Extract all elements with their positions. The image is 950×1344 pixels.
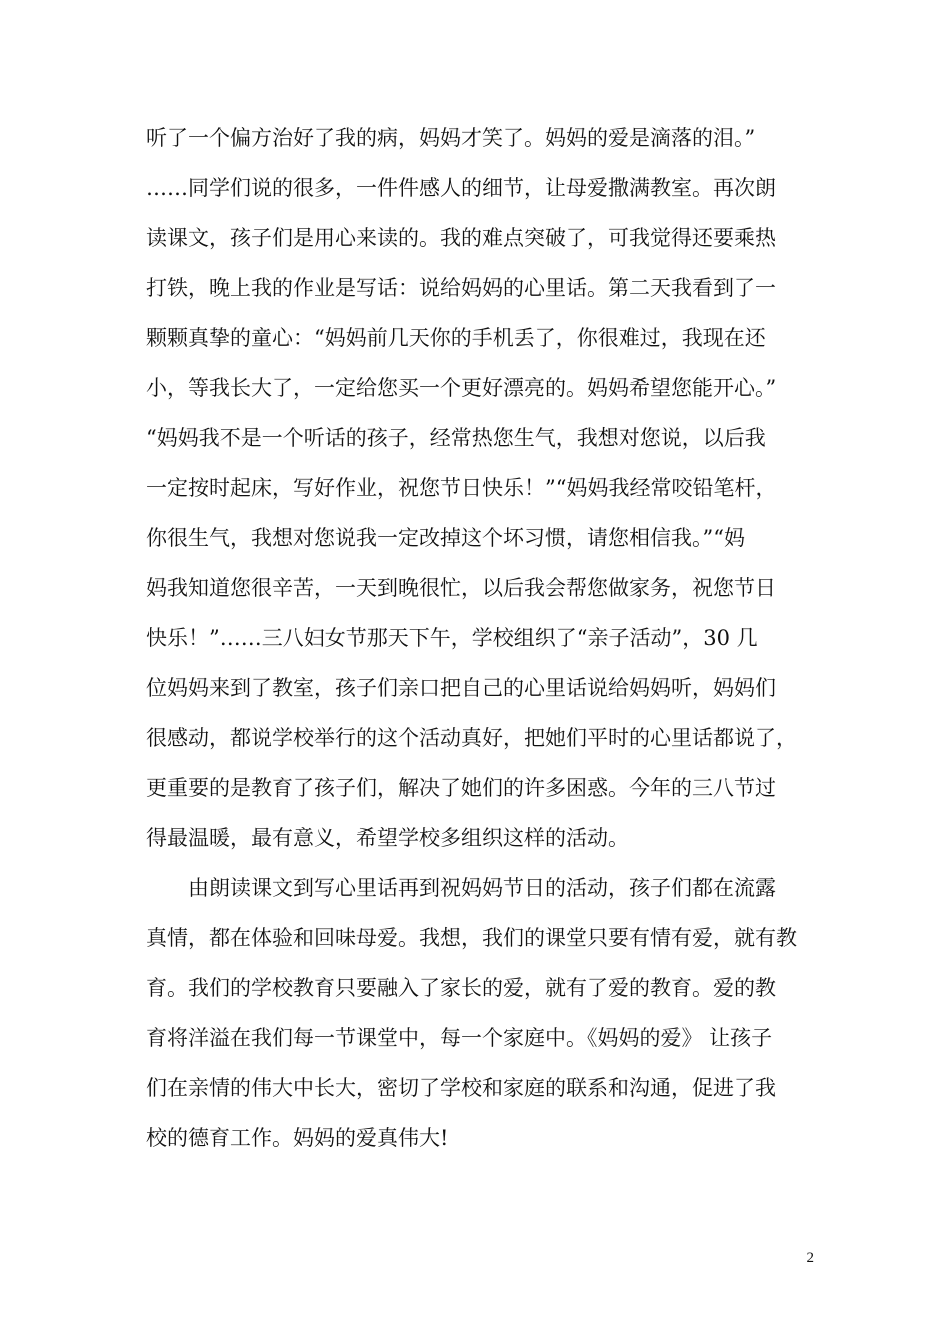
text-line: 一定按时起床，写好作业，祝您节日快乐！”“妈妈我经常咬铅笔杆， — [146, 476, 777, 500]
text-line: 育将洋溢在我们每一节课堂中，每一个家庭中。《妈妈的爱》 让孩子 — [146, 1026, 773, 1050]
text-line: “妈妈我不是一个听话的孩子，经常热您生气，我想对您说，以后我 — [146, 426, 766, 450]
page-number: 2 — [806, 1250, 814, 1266]
text-line: 听了一个偏方治好了我的病，妈妈才笑了。妈妈的爱是滴落的泪。” — [146, 126, 756, 150]
text-line: 更重要的是教育了孩子们，解决了她们的许多困惑。今年的三八节过 — [146, 776, 776, 800]
paragraph-first-line: 由朗读课文到写心里话再到祝妈妈节日的活动，孩子们都在流露 — [188, 876, 776, 900]
text-line: 们在亲情的伟大中长大，密切了学校和家庭的联系和沟通，促进了我 — [146, 1076, 776, 1100]
text-line: 育。我们的学校教育只要融入了家长的爱，就有了爱的教育。爱的教 — [146, 976, 776, 1000]
text-line: 打铁，晚上我的作业是写话：说给妈妈的心里话。第二天我看到了一 — [146, 276, 776, 300]
text-line: 你很生气，我想对您说我一定改掉这个坏习惯，请您相信我。”“妈 — [146, 526, 745, 550]
text-line: 读课文，孩子们是用心来读的。我的难点突破了，可我觉得还要乘热 — [146, 226, 776, 250]
text-line: 得最温暖，最有意义，希望学校多组织这样的活动。 — [146, 826, 629, 850]
text-line: 很感动，都说学校举行的这个活动真好，把她们平时的心里话都说了， — [146, 726, 797, 750]
text-line: ……同学们说的很多，一件件感人的细节，让母爱撒满教室。再次朗 — [146, 176, 776, 200]
text-line: 真情，都在体验和回味母爱。我想，我们的课堂只要有情有爱，就有教 — [146, 926, 797, 950]
text-line: 位妈妈来到了教室，孩子们亲口把自己的心里话说给妈妈听，妈妈们 — [146, 676, 776, 700]
text-line: 小，等我长大了，一定给您买一个更好漂亮的。妈妈希望您能开心。” — [146, 376, 777, 400]
text-line: 妈我知道您很辛苦，一天到晚很忙，以后我会帮您做家务，祝您节日 — [146, 576, 776, 600]
text-line: 快乐！”……三八妇女节那天下午，学校组织了“亲子活动”，30 几 — [146, 626, 758, 650]
text-line: 校的德育工作。妈妈的爱真伟大! — [146, 1126, 449, 1150]
text-line: 颗颗真挚的童心：“妈妈前几天你的手机丢了，你很难过，我现在还 — [146, 326, 766, 350]
